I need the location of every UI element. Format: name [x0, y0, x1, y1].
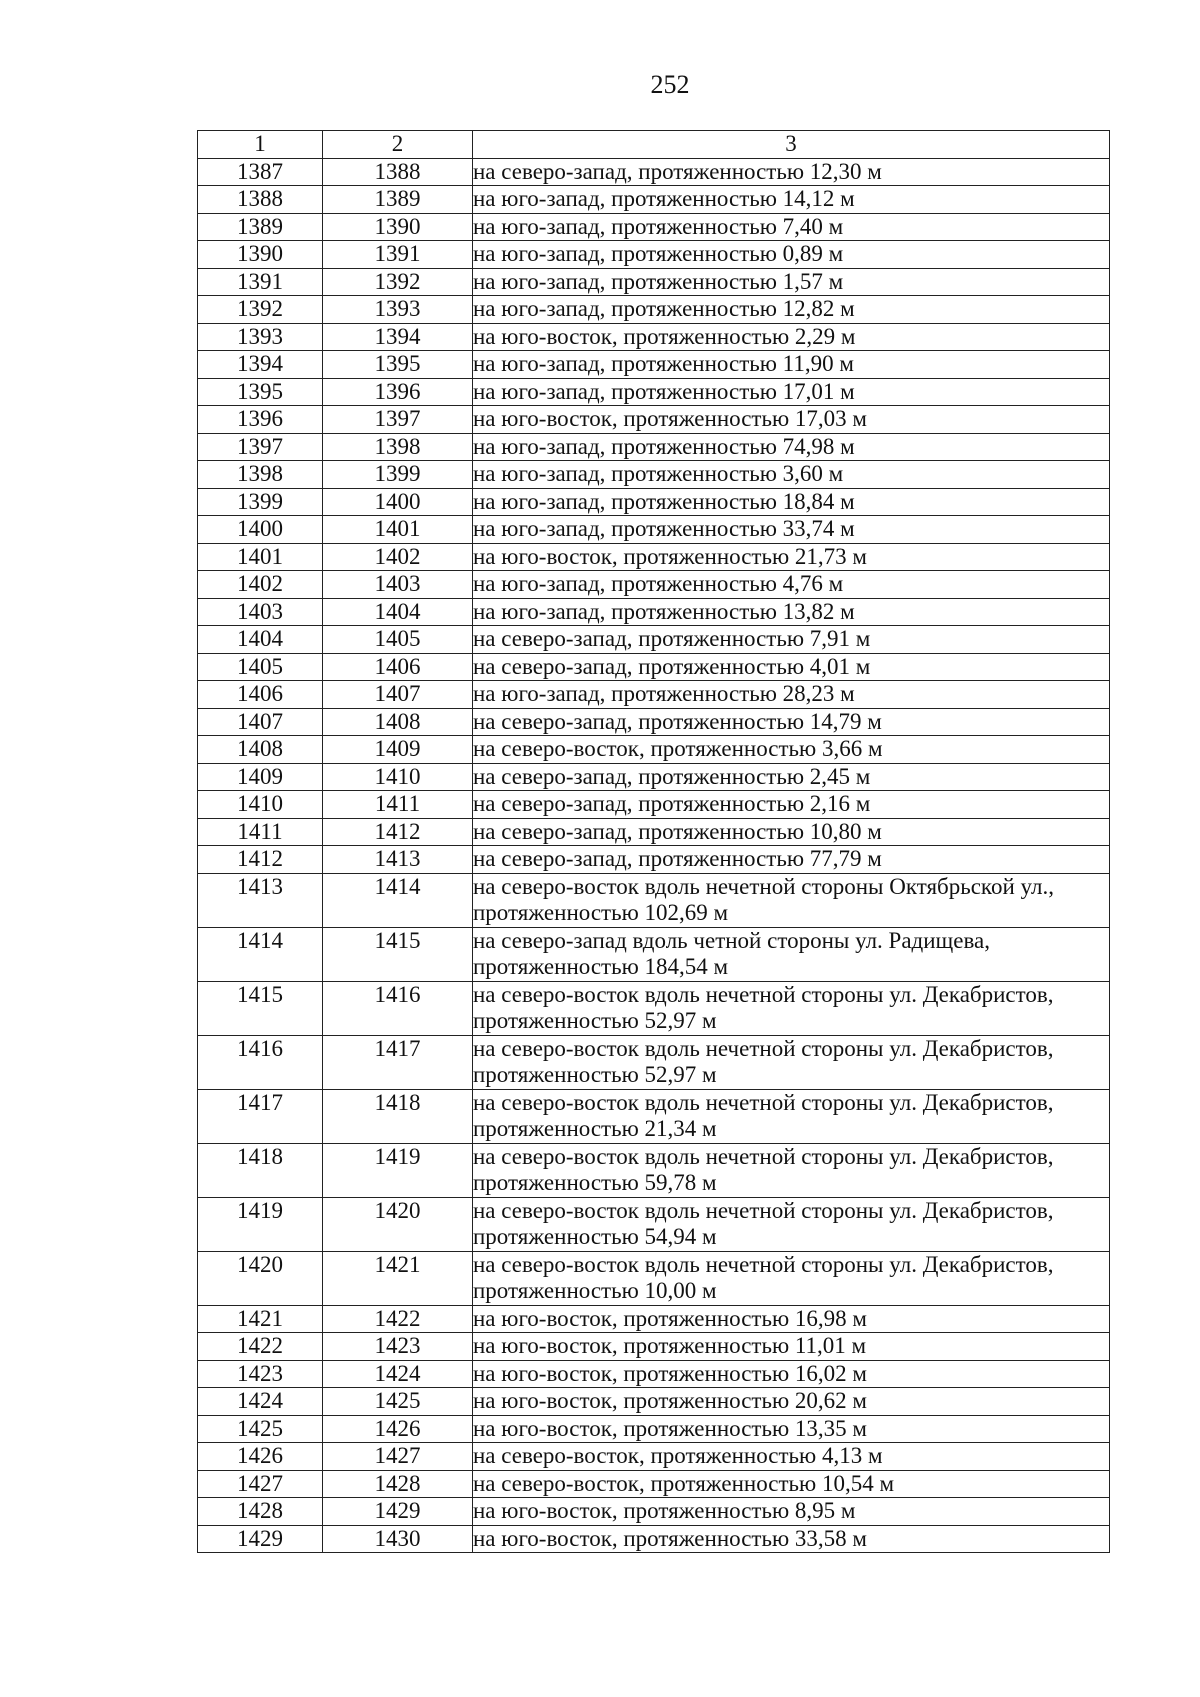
description-line: на северо-запад, протяженностью 4,01 м	[473, 653, 871, 679]
from-point-cell: 1428	[198, 1498, 323, 1526]
from-point-cell: 1405	[198, 653, 323, 681]
from-point-cell: 1420	[198, 1251, 323, 1305]
boundary-table-body	[198, 131, 1110, 1553]
description-line: на северо-запад, протяженностью 10,80 м	[473, 818, 882, 844]
table-row	[198, 433, 1110, 461]
from-point-cell: 1426	[198, 1443, 323, 1471]
table-row	[198, 241, 1110, 269]
from-point-cell: 1404	[198, 626, 323, 654]
description-line: на юго-запад, протяженностью 74,98 м	[473, 433, 855, 459]
description-line: протяженностью 10,00 м	[473, 1278, 717, 1303]
from-point-cell: 1418	[198, 1143, 323, 1197]
description-line: на северо-восток, протяженностью 3,66 м	[473, 736, 883, 761]
to-point-cell: 1413	[323, 846, 473, 874]
description-cell	[473, 406, 1110, 434]
to-point-cell: 1404	[323, 598, 473, 626]
from-point-cell: 1388	[198, 186, 323, 214]
description-line: протяженностью 184,54 м	[473, 954, 729, 979]
description-cell	[473, 296, 1110, 324]
from-point-cell: 1419	[198, 1197, 323, 1251]
to-point-cell: 1430	[323, 1525, 473, 1553]
description-cell	[473, 1443, 1110, 1471]
to-point-cell: 1418	[323, 1089, 473, 1143]
table-row	[198, 516, 1110, 544]
from-point-cell: 1400	[198, 516, 323, 544]
table-row	[198, 626, 1110, 654]
description-line: на северо-восток вдоль нечетной стороны Октябрьской ул.,	[473, 873, 1054, 899]
description-line: протяженностью 59,78 м	[473, 1170, 717, 1195]
description-line: на юго-запад, протяженностью 28,23 м	[473, 681, 855, 706]
to-point-cell: 1425	[323, 1388, 473, 1416]
description-line: на юго-восток, протяженностью 11,01 м	[473, 1333, 867, 1358]
from-point-cell: 1412	[198, 846, 323, 874]
table-row	[198, 1388, 1110, 1416]
description-line: на северо-запад, протяженностью 14,79 м	[473, 708, 882, 734]
from-point-cell: 1413	[198, 873, 323, 927]
to-point-cell: 1398	[323, 433, 473, 461]
description-cell	[473, 1470, 1110, 1498]
description-line: на юго-восток, протяженностью 13,35 м	[473, 1415, 867, 1441]
from-point-cell: 1391	[198, 268, 323, 296]
description-cell	[473, 681, 1110, 709]
to-point-cell: 1427	[323, 1443, 473, 1471]
to-point-cell: 1392	[323, 268, 473, 296]
description-line: на северо-восток вдоль нечетной стороны ул. Декабристов,	[473, 1197, 1054, 1223]
to-point-cell: 1412	[323, 818, 473, 846]
description-line: на юго-восток, протяженностью 21,73 м	[473, 543, 867, 569]
description-line: на юго-запад, протяженностью 11,90 м	[473, 351, 854, 376]
description-cell	[473, 1360, 1110, 1388]
from-point-cell: 1397	[198, 433, 323, 461]
to-point-cell: 1428	[323, 1470, 473, 1498]
from-point-cell: 1389	[198, 213, 323, 241]
from-point-cell: 1394	[198, 351, 323, 379]
column-header-2: 2	[323, 131, 473, 159]
to-point-cell: 1408	[323, 708, 473, 736]
to-point-cell: 1429	[323, 1498, 473, 1526]
description-line: протяженностью 102,69 м	[473, 900, 729, 925]
to-point-cell: 1421	[323, 1251, 473, 1305]
description-line: протяженностью 54,94 м	[473, 1224, 717, 1249]
table-row	[198, 818, 1110, 846]
table-row	[198, 708, 1110, 736]
to-point-cell: 1389	[323, 186, 473, 214]
boundary-table	[197, 130, 1110, 1553]
description-cell	[473, 488, 1110, 516]
description-cell	[473, 1525, 1110, 1553]
to-point-cell: 1397	[323, 406, 473, 434]
table-row	[198, 1333, 1110, 1361]
table-row	[198, 1525, 1110, 1553]
from-point-cell: 1409	[198, 763, 323, 791]
description-line: на северо-восток вдоль нечетной стороны ул. Декабристов,	[473, 1035, 1054, 1061]
column-header-3: 3	[473, 131, 1110, 159]
description-cell	[473, 351, 1110, 379]
description-cell	[473, 516, 1110, 544]
table-row	[198, 378, 1110, 406]
description-line: на северо-восток вдоль нечетной стороны ул. Декабристов,	[473, 1143, 1054, 1169]
description-line: на северо-восток вдоль нечетной стороны ул. Декабристов,	[473, 981, 1054, 1007]
description-cell	[473, 981, 1110, 1035]
table-row	[198, 268, 1110, 296]
table-row	[198, 981, 1110, 1035]
table-row	[198, 1360, 1110, 1388]
from-point-cell: 1387	[198, 158, 323, 186]
from-point-cell: 1406	[198, 681, 323, 709]
description-cell	[473, 1143, 1110, 1197]
to-point-cell: 1409	[323, 736, 473, 764]
description-line: на юго-запад, протяженностью 7,40 м	[473, 213, 844, 239]
from-point-cell: 1421	[198, 1305, 323, 1333]
description-cell	[473, 571, 1110, 599]
description-cell	[473, 791, 1110, 819]
from-point-cell: 1416	[198, 1035, 323, 1089]
description-cell	[473, 1035, 1110, 1089]
description-cell	[473, 1415, 1110, 1443]
table-row	[198, 1498, 1110, 1526]
description-line: на северо-запад, протяженностью 7,91 м	[473, 626, 871, 651]
to-point-cell: 1405	[323, 626, 473, 654]
table-row	[198, 1305, 1110, 1333]
from-point-cell: 1415	[198, 981, 323, 1035]
table-row	[198, 1251, 1110, 1305]
description-cell	[473, 158, 1110, 186]
table-row	[198, 598, 1110, 626]
to-point-cell: 1415	[323, 927, 473, 981]
to-point-cell: 1414	[323, 873, 473, 927]
from-point-cell: 1411	[198, 818, 323, 846]
description-cell	[473, 543, 1110, 571]
table-row	[198, 791, 1110, 819]
table-row	[198, 1089, 1110, 1143]
from-point-cell: 1407	[198, 708, 323, 736]
table-row	[198, 571, 1110, 599]
from-point-cell: 1423	[198, 1360, 323, 1388]
description-line: на юго-запад, протяженностью 14,12 м	[473, 186, 855, 211]
from-point-cell: 1417	[198, 1089, 323, 1143]
description-cell	[473, 1498, 1110, 1526]
table-row	[198, 927, 1110, 981]
description-cell	[473, 323, 1110, 351]
description-line: на северо-восток, протяженностью 4,13 м	[473, 1443, 883, 1468]
from-point-cell: 1402	[198, 571, 323, 599]
table-row	[198, 543, 1110, 571]
description-cell	[473, 736, 1110, 764]
to-point-cell: 1411	[323, 791, 473, 819]
to-point-cell: 1417	[323, 1035, 473, 1089]
table-row	[198, 846, 1110, 874]
table-header-row	[198, 131, 1110, 159]
to-point-cell: 1395	[323, 351, 473, 379]
description-line: на юго-восток, протяженностью 17,03 м	[473, 406, 867, 431]
description-line: на северо-восток вдоль нечетной стороны ул. Декабристов,	[473, 1089, 1054, 1115]
to-point-cell: 1426	[323, 1415, 473, 1443]
description-cell	[473, 818, 1110, 846]
table-row	[198, 1443, 1110, 1471]
from-point-cell: 1395	[198, 378, 323, 406]
from-point-cell: 1427	[198, 1470, 323, 1498]
to-point-cell: 1400	[323, 488, 473, 516]
description-cell	[473, 1251, 1110, 1305]
table-row	[198, 351, 1110, 379]
table-row	[198, 296, 1110, 324]
from-point-cell: 1429	[198, 1525, 323, 1553]
description-line: на северо-запад вдоль четной стороны ул. Радищева,	[473, 927, 990, 953]
from-point-cell: 1399	[198, 488, 323, 516]
to-point-cell: 1402	[323, 543, 473, 571]
description-line: на северо-восток вдоль нечетной стороны ул. Декабристов,	[473, 1251, 1054, 1277]
description-line: протяженностью 21,34 м	[473, 1116, 717, 1141]
table-row	[198, 323, 1110, 351]
to-point-cell: 1410	[323, 763, 473, 791]
to-point-cell: 1416	[323, 981, 473, 1035]
table-row	[198, 873, 1110, 927]
table-row	[198, 186, 1110, 214]
description-line: на юго-запад, протяженностью 33,74 м	[473, 516, 855, 541]
to-point-cell: 1420	[323, 1197, 473, 1251]
description-cell	[473, 186, 1110, 214]
description-line: на юго-запад, протяженностью 12,82 м	[473, 296, 855, 321]
to-point-cell: 1394	[323, 323, 473, 351]
table-row	[198, 1197, 1110, 1251]
column-header-1: 1	[198, 131, 323, 159]
to-point-cell: 1396	[323, 378, 473, 406]
from-point-cell: 1393	[198, 323, 323, 351]
to-point-cell: 1391	[323, 241, 473, 269]
table-row	[198, 736, 1110, 764]
description-line: на юго-запад, протяженностью 18,84 м	[473, 488, 855, 514]
description-cell	[473, 268, 1110, 296]
description-cell	[473, 1197, 1110, 1251]
description-cell	[473, 626, 1110, 654]
description-cell	[473, 653, 1110, 681]
description-cell	[473, 763, 1110, 791]
from-point-cell: 1410	[198, 791, 323, 819]
from-point-cell: 1425	[198, 1415, 323, 1443]
table-row	[198, 158, 1110, 186]
to-point-cell: 1399	[323, 461, 473, 489]
to-point-cell: 1407	[323, 681, 473, 709]
to-point-cell: 1401	[323, 516, 473, 544]
table-row	[198, 488, 1110, 516]
table-row	[198, 1035, 1110, 1089]
description-line: на северо-восток, протяженностью 10,54 м	[473, 1470, 895, 1496]
description-cell	[473, 378, 1110, 406]
table-row	[198, 1470, 1110, 1498]
description-cell	[473, 927, 1110, 981]
description-cell	[473, 1305, 1110, 1333]
description-cell	[473, 873, 1110, 927]
description-line: на северо-запад, протяженностью 2,16 м	[473, 791, 871, 816]
description-cell	[473, 461, 1110, 489]
description-line: на юго-восток, протяженностью 8,95 м	[473, 1498, 856, 1523]
table-row	[198, 681, 1110, 709]
description-line: на северо-запад, протяженностью 12,30 м	[473, 158, 882, 184]
description-line: протяженностью 52,97 м	[473, 1062, 717, 1087]
to-point-cell: 1403	[323, 571, 473, 599]
to-point-cell: 1390	[323, 213, 473, 241]
table-row	[198, 213, 1110, 241]
table-row	[198, 406, 1110, 434]
description-line: на юго-восток, протяженностью 16,02 м	[473, 1360, 867, 1386]
description-line: на юго-восток, протяженностью 16,98 м	[473, 1305, 867, 1331]
to-point-cell: 1393	[323, 296, 473, 324]
from-point-cell: 1398	[198, 461, 323, 489]
from-point-cell: 1403	[198, 598, 323, 626]
description-line: на юго-восток, протяженностью 20,62 м	[473, 1388, 867, 1413]
from-point-cell: 1390	[198, 241, 323, 269]
description-line: на юго-запад, протяженностью 17,01 м	[473, 378, 855, 404]
description-cell	[473, 1089, 1110, 1143]
to-point-cell: 1419	[323, 1143, 473, 1197]
from-point-cell: 1396	[198, 406, 323, 434]
to-point-cell: 1422	[323, 1305, 473, 1333]
table-row	[198, 461, 1110, 489]
to-point-cell: 1388	[323, 158, 473, 186]
table-row	[198, 1415, 1110, 1443]
description-line: на юго-запад, протяженностью 3,60 м	[473, 461, 844, 486]
description-line: на юго-восток, протяженностью 2,29 м	[473, 323, 856, 349]
from-point-cell: 1424	[198, 1388, 323, 1416]
description-line: на северо-запад, протяженностью 77,79 м	[473, 846, 882, 871]
description-cell	[473, 213, 1110, 241]
description-cell	[473, 708, 1110, 736]
description-line: на юго-восток, протяженностью 33,58 м	[473, 1525, 867, 1551]
from-point-cell: 1392	[198, 296, 323, 324]
to-point-cell: 1423	[323, 1333, 473, 1361]
description-line: на северо-запад, протяженностью 2,45 м	[473, 763, 871, 789]
from-point-cell: 1422	[198, 1333, 323, 1361]
table-row	[198, 763, 1110, 791]
to-point-cell: 1424	[323, 1360, 473, 1388]
table-row	[198, 1143, 1110, 1197]
description-cell	[473, 241, 1110, 269]
description-line: на юго-запад, протяженностью 1,57 м	[473, 268, 844, 294]
table-row	[198, 653, 1110, 681]
description-line: на юго-запад, протяженностью 0,89 м	[473, 241, 844, 266]
description-cell	[473, 598, 1110, 626]
description-line: на юго-запад, протяженностью 13,82 м	[473, 598, 855, 624]
description-cell	[473, 1333, 1110, 1361]
page-number: 252	[650, 70, 690, 99]
from-point-cell: 1401	[198, 543, 323, 571]
description-line: протяженностью 52,97 м	[473, 1008, 717, 1033]
from-point-cell: 1414	[198, 927, 323, 981]
description-cell	[473, 433, 1110, 461]
to-point-cell: 1406	[323, 653, 473, 681]
description-cell	[473, 1388, 1110, 1416]
from-point-cell: 1408	[198, 736, 323, 764]
description-cell	[473, 846, 1110, 874]
description-line: на юго-запад, протяженностью 4,76 м	[473, 571, 844, 596]
